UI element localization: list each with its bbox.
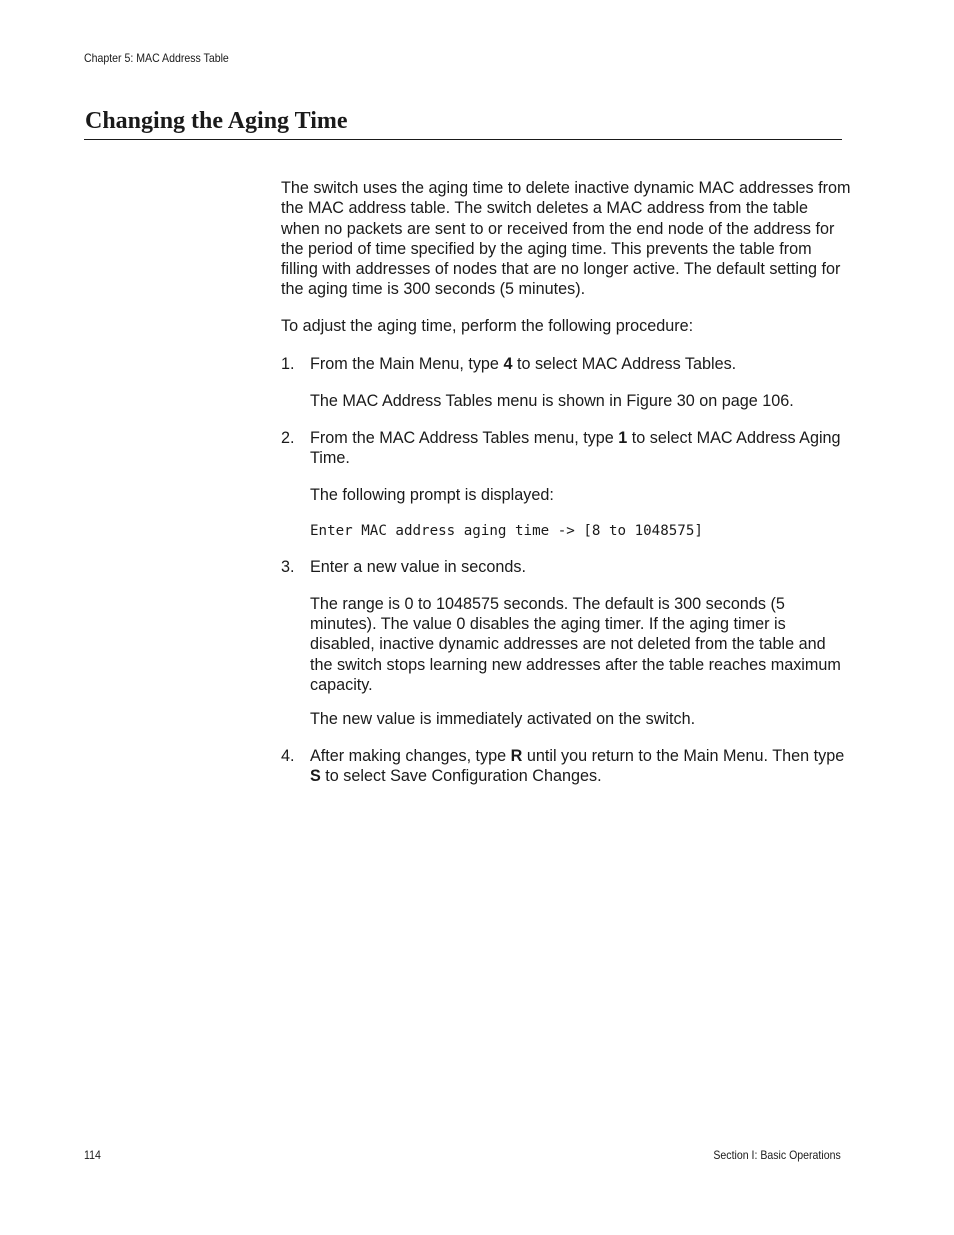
step-text: until you return to the Main Menu. Then type [522,746,845,765]
prompt-code: Enter MAC address aging time -> [8 to 1048575] [310,522,703,539]
intro-paragraph: The switch uses the aging time to delete inactive dynamic MAC addresses from the MAC address table. The switch deletes a MAC address from the table when no packets are sent to or received from the end node of the address for the period of time specified by the aging time. This prevents the table from filling with addresses of nodes that are no longer active. The default setting for the aging time is 300 seconds (5 minutes). [281,179,851,299]
running-header: Chapter 5: MAC Address Table [84,51,229,65]
step-text: From the MAC Address Tables menu, type [310,428,619,447]
body-column [281,178,851,786]
step-text: to select MAC Address Tables. [512,355,737,374]
step-note: The range is 0 to 1048575 seconds. The default is 300 seconds (5 minutes). The value 0 disables the aging timer. If the aging timer is disabled, inactive dynamic addresses are not deleted from the table and the switch stops learning new addresses after the table reaches maximum capacity. [310,594,841,695]
step-note: The new value is immediately activated on the switch. [310,710,696,729]
step-number: 1. [281,355,295,374]
step-text: After making changes, type [310,746,511,765]
running-footer-section: Section I: Basic Operations [713,1148,841,1162]
title-rule [84,139,842,140]
step-2 [281,428,851,469]
step-text: From the Main Menu, type [310,355,504,374]
step-number: 2. [281,428,295,447]
page-number: 114 [84,1148,101,1162]
section-title: Changing the Aging Time [85,108,348,134]
step-3 [281,557,851,577]
menu-key: 4 [503,355,513,374]
step-number: 3. [281,557,295,576]
step-note: The MAC Address Tables menu is shown in Figure 30 on page 106. [310,392,794,411]
step-text: to select Save Configuration Changes. [320,766,602,785]
menu-key: 1 [618,428,628,447]
step-text: to select MAC Address Aging Time. [310,428,841,467]
step-number: 4. [281,746,295,765]
step-text: Enter a new value in seconds. [310,557,526,576]
menu-key: R [510,746,523,765]
menu-key: S [310,766,321,785]
procedure-lead: To adjust the aging time, perform the following procedure: [281,316,694,335]
step-note: The following prompt is displayed: [310,486,554,505]
step-4 [281,746,851,787]
step-1 [281,354,851,374]
